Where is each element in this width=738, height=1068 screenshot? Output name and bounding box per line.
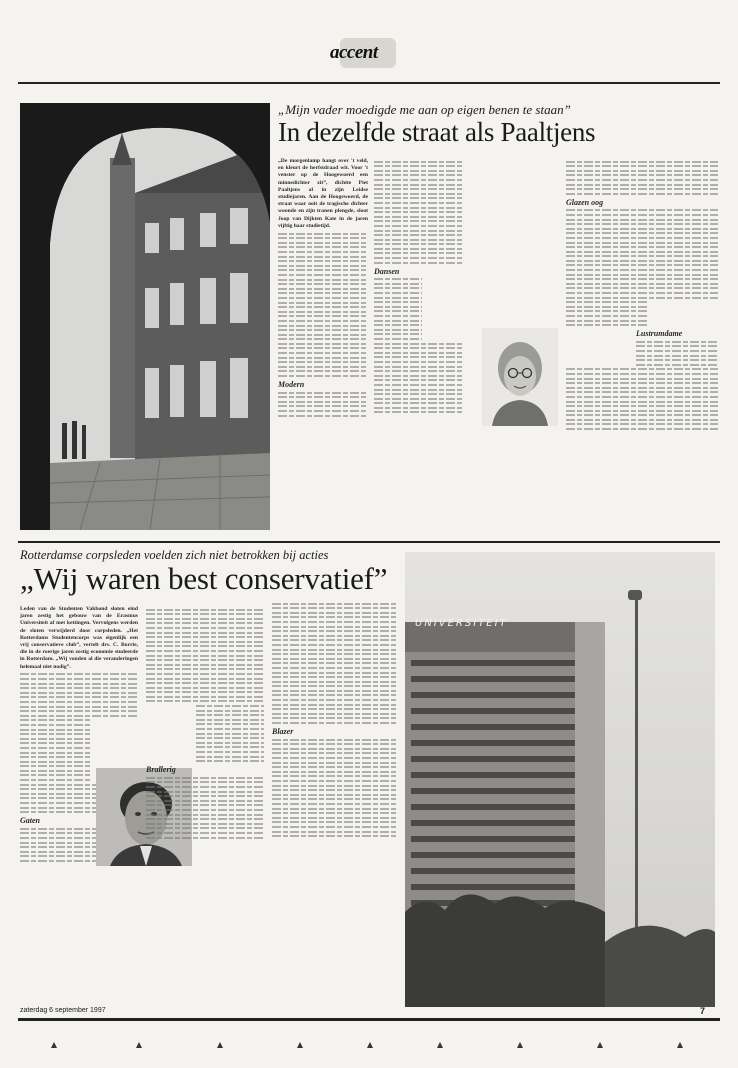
registration-marks [0,1040,738,1050]
middle-rule [18,541,720,543]
article2-subhead-gaten: Gaten [20,816,40,826]
article1-kicker: „Mijn vader moedigde me aan op eigen benen te staan” [278,102,571,117]
article1-subhead-lustrumdame: Lustrumdame [636,329,683,339]
footer-date: zaterdag 6 september 1997 [20,1007,106,1014]
article2-subhead-brallerig: Brallerig [146,765,176,775]
article2-headline: „Wij waren best conservatief” [20,561,388,596]
article2-kicker: Rotterdamse corpsleden voelden zich niet betrokken bij acties [20,548,329,562]
article1-subhead-modern: Modern [278,380,305,390]
footer-rule [18,1018,720,1021]
article1-column-3 [566,158,718,536]
masthead-title: accent [330,42,378,63]
photo-leiden-street [20,103,270,530]
top-rule [18,82,720,84]
article1-column-1 [278,158,368,536]
article2-column-2 [146,606,264,1006]
article1-column-2 [374,158,464,536]
photo-erasmus-universiteit [405,552,715,1007]
footer-page-number: 7 [700,1006,706,1016]
article1-subhead-dansen: Dansen [374,266,400,276]
article1-headline: In dezelfde straat als Paaltjens [278,117,596,147]
masthead [330,38,410,74]
article1-lead: „De morgenlamp hangt over 't veld, en kleurt de herfstdraad wit. Voor 't venster op de Hoogewoerd een minnedichter zit”, dichtte Piet Paaltjens al in zijn Leidse studiejaren. Aan de Hoogewoerd, de straat waar ooit de tragische dichter woonde en zijn tranen plengde, sloot Joop van Dijkten Kate in de jaren vijftig haar studietijd. [278,158,368,229]
article1-subhead-glazen-oog: Glazen oog [566,197,604,207]
article2-column-3 [272,600,398,1006]
photo-portrait-woman [482,328,558,426]
building-sign: UNIVERSITEIT [415,618,508,629]
article2-lead: Leden van de Studenten Vakbond sloten eind jaren zestig het gebouw van de Erasmus Universiteit af met kettingen. Vervolgens werden de sloten verwijderd door corpsleden. „Het Rotterdams Studentencorps was eigenlijk een vrij conservatieve club”, vertelt drs. C. Borrie, die in de roerige jaren zestig economie studeerde in Rotterdam. „Wij vonden al die veranderingen helemaal niet nodig”. [20,606,138,670]
article2-subhead-blazer: Blazer [272,727,294,737]
